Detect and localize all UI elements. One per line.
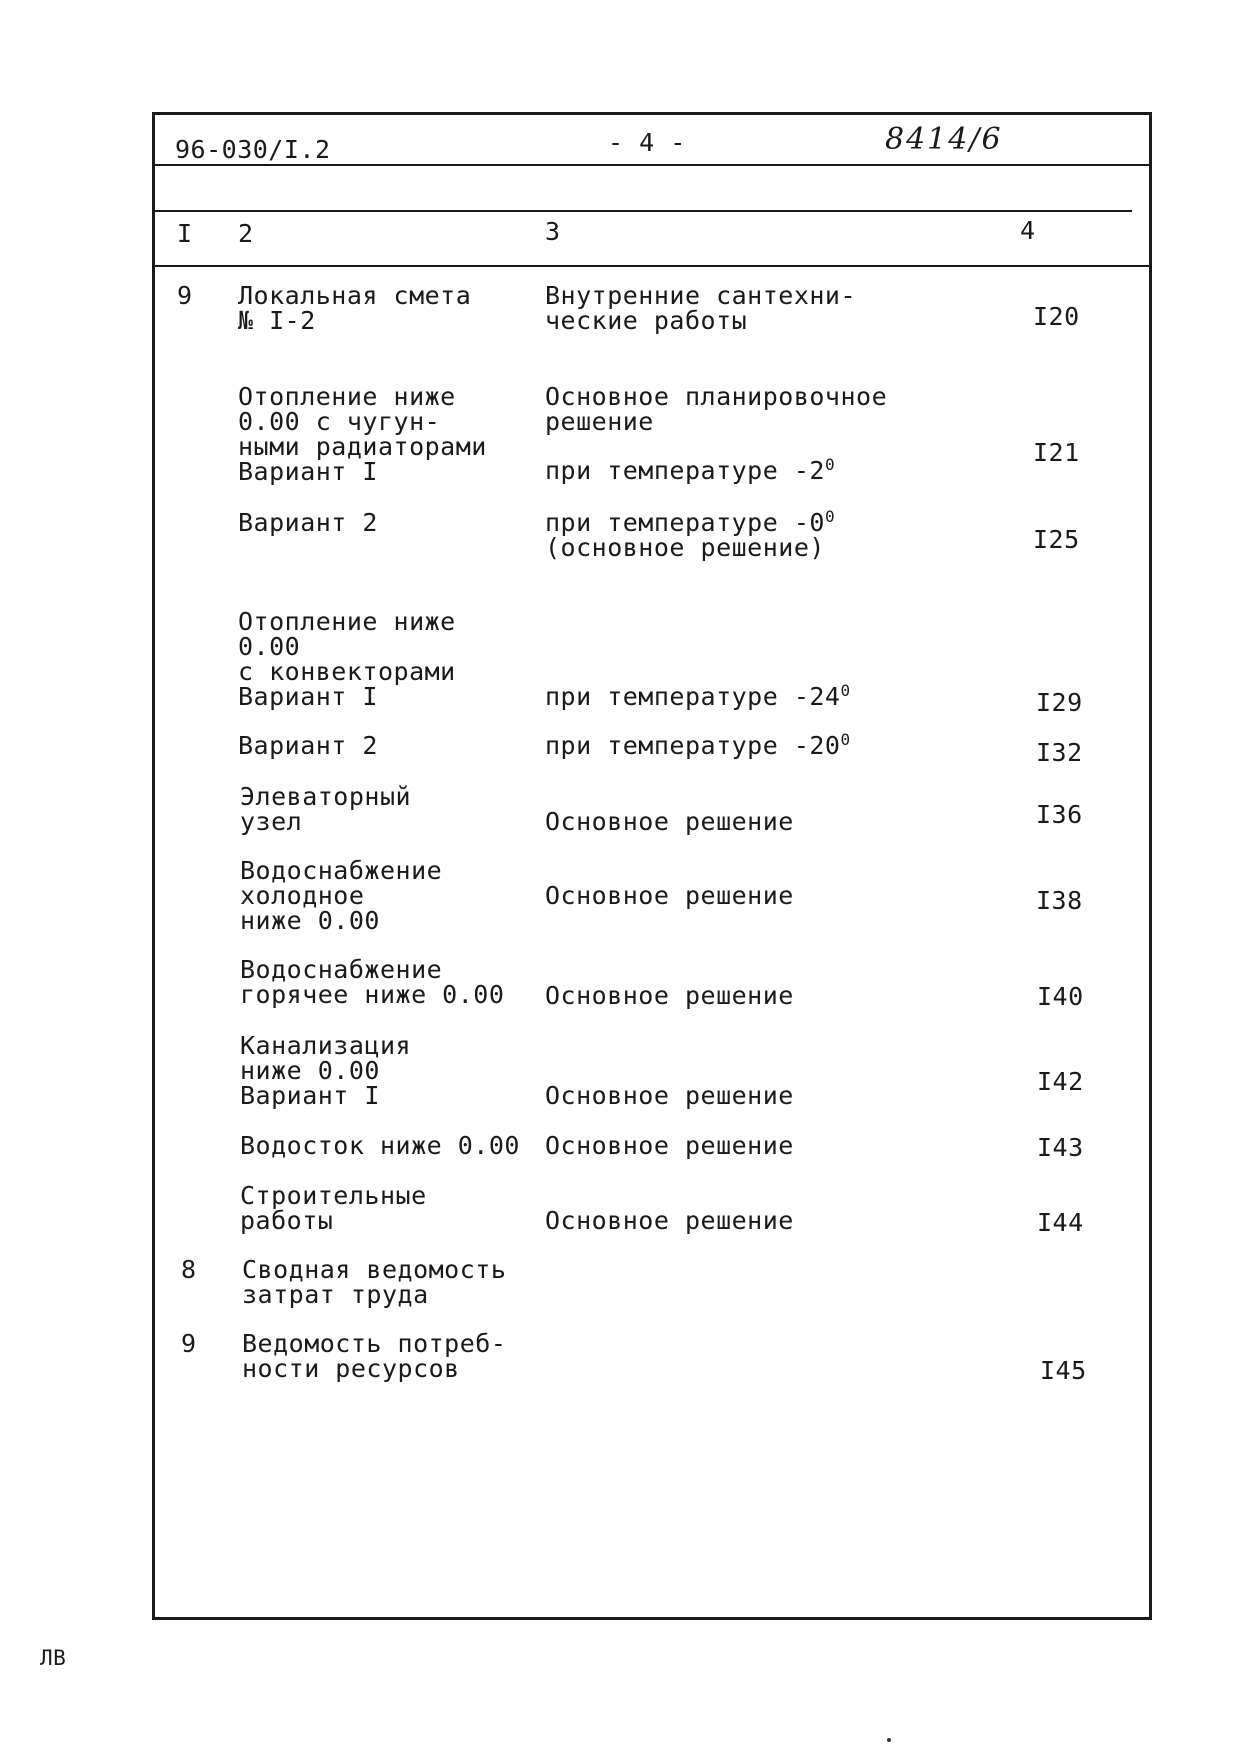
row-description: Основное решение — [545, 1131, 794, 1160]
column-header-3: 3 — [545, 217, 561, 246]
row-description: Основное планировочное решение — [545, 382, 888, 436]
row-description-temperature — [545, 455, 836, 485]
row-description-temperature — [545, 507, 836, 537]
row-page: I45 — [1040, 1356, 1087, 1385]
row-name: Отопление ниже 0.00 с конвекторами Вариант I — [238, 607, 456, 711]
handwritten-archive-number: 8414/6 — [885, 122, 1003, 157]
column-header-1: I — [177, 219, 193, 248]
row-name: Водоснабжение холодное ниже 0.00 — [240, 856, 443, 935]
row-name: Локальная смета № I-2 — [238, 281, 472, 335]
row-page: I29 — [1036, 688, 1083, 717]
degree-superscript: 0 — [840, 681, 851, 700]
row-description: Основное решение — [545, 1081, 794, 1110]
row-name: Вариант 2 — [238, 731, 378, 760]
row-name: Водоснабжение горячее ниже 0.00 — [240, 955, 505, 1009]
row-number: 9 — [181, 1329, 197, 1358]
column-header-bottom-rule — [152, 265, 1152, 267]
row-name: Вариант 2 — [238, 508, 378, 537]
degree-superscript: 0 — [840, 730, 851, 749]
row-page: I43 — [1037, 1133, 1084, 1162]
row-name: Строительные работы — [240, 1181, 427, 1235]
row-description: Внутренние сантехни- ческие работы — [545, 281, 857, 335]
temperature-text: при температуре -0 — [545, 508, 825, 537]
row-number: 8 — [181, 1255, 197, 1284]
row-page: I40 — [1037, 982, 1084, 1011]
row-name: Ведомость потреб- ности ресурсов — [242, 1329, 507, 1383]
document-code: 96-030/I.2 — [175, 135, 331, 164]
row-page: I21 — [1033, 438, 1080, 467]
row-description: (основное решение) — [545, 533, 825, 562]
row-description: Основное решение — [545, 981, 794, 1010]
row-page: I38 — [1036, 886, 1083, 915]
temperature-text: при температуре -2 — [545, 456, 825, 485]
row-page: I42 — [1037, 1067, 1084, 1096]
temperature-text: при температуре -20 — [545, 731, 841, 760]
row-description: Основное решение — [545, 1206, 794, 1235]
row-name: Канализация ниже 0.00 Вариант I — [240, 1031, 412, 1110]
degree-superscript: 0 — [824, 507, 836, 526]
row-description-temperature — [545, 730, 851, 760]
footer-initials: ЛВ — [40, 1646, 67, 1670]
column-header-top-rule — [152, 210, 1132, 212]
column-header-4: 4 — [1020, 216, 1036, 245]
row-number: 9 — [177, 281, 193, 310]
header-divider — [152, 164, 1152, 166]
row-page: I25 — [1033, 525, 1080, 554]
degree-superscript: 0 — [824, 455, 836, 474]
page-number: - 4 - — [608, 128, 686, 157]
row-page: I44 — [1037, 1208, 1084, 1237]
scan-dot — [887, 1738, 891, 1742]
row-name: Водосток ниже 0.00 — [240, 1131, 520, 1160]
row-name: Элеваторный узел — [240, 782, 412, 836]
row-page: I32 — [1036, 738, 1083, 767]
row-name: Отопление ниже 0.00 с чугун- ными радиаторами Вариант I — [238, 382, 487, 486]
row-name: Сводная ведомость затрат труда — [242, 1255, 507, 1309]
row-description: Основное решение — [545, 807, 794, 836]
row-page: I36 — [1036, 800, 1083, 829]
column-header-2: 2 — [238, 219, 254, 248]
row-description: Основное решение — [545, 881, 794, 910]
row-description-temperature — [545, 681, 851, 711]
temperature-text: при температуре -24 — [545, 682, 841, 711]
row-page: I20 — [1033, 302, 1080, 331]
